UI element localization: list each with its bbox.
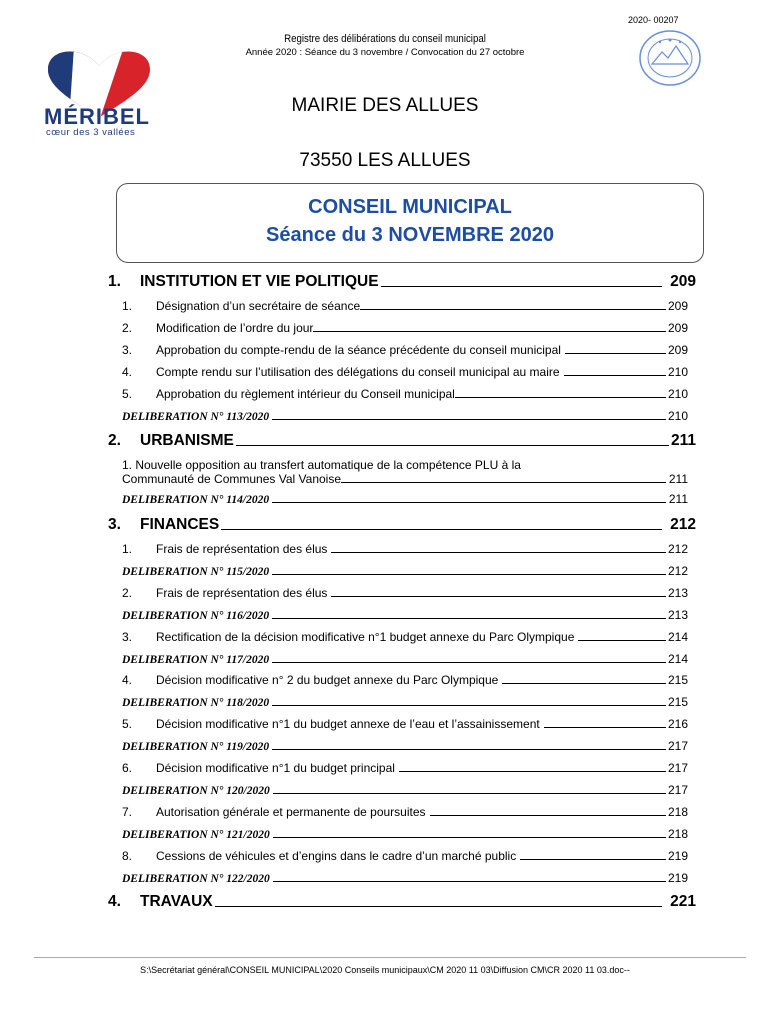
title-box (116, 183, 704, 263)
footer-rule (34, 957, 746, 958)
leader-line (502, 682, 666, 684)
leader-line (313, 330, 666, 332)
item-page: 209 (667, 343, 688, 357)
item-text: Décision modificative n°1 du budget annexe de l’eau et l’assainissement (156, 717, 540, 731)
leader-line (273, 836, 666, 838)
item-page: 211 (668, 472, 688, 486)
toc-deliberation[interactable] (122, 564, 688, 578)
toc-deliberation[interactable] (122, 608, 688, 622)
logo-wordmark: MÉRIBEL (44, 104, 150, 129)
item-number: 2. (122, 321, 133, 335)
toc-item[interactable] (122, 761, 688, 775)
item-text: Désignation d’un secrétaire de séance (156, 299, 361, 313)
item-text: Approbation du compte-rendu de la séance précédente du conseil municipal (156, 343, 561, 357)
leader-line (578, 639, 666, 641)
municipal-seal-stamp (638, 28, 702, 88)
item-page: 219 (667, 849, 688, 863)
toc-item[interactable] (122, 630, 688, 644)
logo-tagline: cœur des 3 vallées (46, 127, 136, 138)
item-text-line2: Communauté de Communes Val Vanoise (122, 472, 341, 486)
leader-line (341, 481, 666, 483)
leader-line (273, 792, 666, 794)
toc-deliberation[interactable] (122, 871, 688, 885)
item-number: 4. (122, 673, 133, 687)
item-page: 212 (667, 542, 688, 556)
leader-line (272, 617, 666, 619)
item-text: Frais de représentation des élus (156, 586, 328, 600)
mairie-title: MAIRIE DES ALLUES (291, 95, 479, 116)
section-title: URBANISME (140, 432, 234, 449)
session-line: Année 2020 : Séance du 3 novembre / Convocation du 27 octobre (245, 47, 525, 58)
item-text: Décision modificative n°1 du budget principal (156, 761, 395, 775)
toc-section-finances[interactable] (108, 516, 696, 534)
deliberation-label: DELIBERATION N° 121/2020 (122, 829, 270, 841)
toc-item[interactable] (122, 673, 688, 687)
toc-deliberation[interactable] (122, 492, 688, 506)
leader-line (272, 661, 666, 663)
item-page: 218 (667, 805, 688, 819)
item-number: 5. (122, 387, 133, 401)
item-number: 1. (122, 299, 133, 313)
item-page: 214 (667, 630, 688, 644)
leader-line (272, 704, 666, 706)
toc-deliberation[interactable] (122, 695, 688, 709)
toc-item[interactable] (122, 458, 688, 486)
deliberation-label: DELIBERATION N° 113/2020 (122, 411, 270, 423)
toc-section-institution[interactable] (108, 273, 696, 291)
item-page: 217 (667, 761, 688, 775)
leader-line (520, 858, 666, 860)
leader-line (272, 573, 666, 575)
toc-item[interactable] (122, 299, 688, 313)
toc-item[interactable] (122, 849, 688, 863)
item-text: Cessions de véhicules et d’engins dans le cadre d’un marché public (156, 849, 517, 863)
section-number: 1. (108, 273, 121, 290)
item-page: 216 (667, 717, 688, 731)
section-number: 3. (108, 516, 121, 533)
deliberation-page: 210 (667, 409, 688, 423)
toc-item[interactable] (122, 343, 688, 357)
toc-item[interactable] (122, 717, 688, 731)
toc-item[interactable] (122, 542, 688, 556)
item-number: 4. (122, 365, 133, 379)
toc-deliberation[interactable] (122, 783, 688, 797)
leader-line (272, 748, 666, 750)
section-page: 212 (670, 516, 696, 533)
deliberation-page: 214 (667, 652, 688, 666)
toc-deliberation[interactable] (122, 409, 688, 423)
deliberation-label: DELIBERATION N° 117/2020 (122, 654, 270, 666)
leader-line (236, 444, 669, 446)
toc-section-urbanisme[interactable] (108, 432, 696, 450)
leader-line (565, 352, 666, 354)
item-number: 6. (122, 761, 133, 775)
deliberation-page: 218 (667, 827, 688, 841)
deliberation-label: DELIBERATION N° 114/2020 (122, 494, 270, 506)
leader-line (331, 595, 666, 597)
leader-line (272, 501, 666, 503)
deliberation-page: 215 (667, 695, 688, 709)
deliberation-label: DELIBERATION N° 118/2020 (122, 697, 270, 709)
deliberation-page: 217 (667, 739, 688, 753)
toc-deliberation[interactable] (122, 827, 688, 841)
toc-item[interactable] (122, 805, 688, 819)
seance-heading: Séance du 3 NOVEMBRE 2020 (266, 224, 554, 246)
deliberation-page: 211 (668, 492, 688, 506)
deliberation-label: DELIBERATION N° 122/2020 (122, 873, 270, 885)
item-number: 8. (122, 849, 133, 863)
item-page: 213 (667, 586, 688, 600)
section-number: 2. (108, 432, 121, 449)
section-page: 221 (670, 893, 696, 910)
leader-line (455, 396, 666, 398)
section-number: 4. (108, 893, 121, 910)
item-page: 215 (667, 673, 688, 687)
item-text: Rectification de la décision modificative n°1 budget annexe du Parc Olympique (156, 630, 575, 644)
item-text: Compte rendu sur l’utilisation des délégations du conseil municipal au maire (156, 365, 560, 379)
leader-line (564, 374, 666, 376)
leader-line (273, 880, 666, 882)
register-line: Registre des délibérations du conseil municipal (284, 33, 486, 45)
toc-section-travaux[interactable] (108, 893, 696, 911)
item-text: Modification de l’ordre du jour (156, 321, 314, 335)
town-address: 73550 LES ALLUES (299, 150, 471, 171)
leader-line (331, 551, 666, 553)
item-page: 210 (667, 365, 688, 379)
leader-line (272, 418, 666, 420)
conseil-heading: CONSEIL MUNICIPAL (308, 196, 512, 218)
item-page: 209 (667, 299, 688, 313)
item-number: 7. (122, 805, 133, 819)
deliberation-label: DELIBERATION N° 120/2020 (122, 785, 270, 797)
item-number: 2. (122, 586, 133, 600)
toc-deliberation[interactable] (122, 739, 688, 753)
toc-item[interactable] (122, 387, 688, 401)
item-text-line1: 1. Nouvelle opposition au transfert automatique de la compétence PLU à la (122, 458, 521, 472)
section-title: FINANCES (140, 516, 220, 533)
item-page: 210 (667, 387, 688, 401)
section-page: 209 (670, 273, 696, 290)
item-text: Autorisation générale et permanente de poursuites (156, 805, 426, 819)
section-title: INSTITUTION ET VIE POLITIQUE (140, 273, 379, 290)
leader-line (221, 528, 662, 530)
item-number: 1. (122, 542, 133, 556)
deliberation-label: DELIBERATION N° 119/2020 (122, 741, 270, 753)
leader-line (360, 308, 666, 310)
toc-deliberation[interactable] (122, 652, 688, 666)
deliberation-page: 212 (667, 564, 688, 578)
item-number: 3. (122, 630, 133, 644)
toc-item[interactable] (122, 586, 688, 600)
leader-line (399, 770, 666, 772)
item-text: Approbation du règlement intérieur du Conseil municipal (156, 387, 455, 401)
deliberation-page: 217 (667, 783, 688, 797)
item-number: 3. (122, 343, 133, 357)
item-text: Frais de représentation des élus (156, 542, 328, 556)
section-page: 211 (670, 432, 696, 449)
document-number: 2020- 00207 (628, 15, 679, 25)
leader-line (215, 905, 663, 907)
deliberation-label: DELIBERATION N° 115/2020 (122, 566, 270, 578)
deliberation-page: 219 (667, 871, 688, 885)
item-text: Décision modificative n° 2 du budget annexe du Parc Olympique (156, 673, 499, 687)
leader-line (381, 285, 663, 287)
toc-item[interactable] (122, 365, 688, 379)
item-page: 209 (667, 321, 688, 335)
deliberation-page: 213 (667, 608, 688, 622)
item-number: 5. (122, 717, 133, 731)
deliberation-label: DELIBERATION N° 116/2020 (122, 610, 270, 622)
leader-line (430, 814, 666, 816)
section-title: TRAVAUX (140, 893, 213, 910)
leader-line (544, 726, 666, 728)
toc-item[interactable] (122, 321, 688, 335)
footer-file-path: S:\Secrétariat général\CONSEIL MUNICIPAL\2020 Conseils municipaux\CM 2020 11 03\Diffusion CM\CR 2020 11 03.doc-- (140, 965, 630, 975)
